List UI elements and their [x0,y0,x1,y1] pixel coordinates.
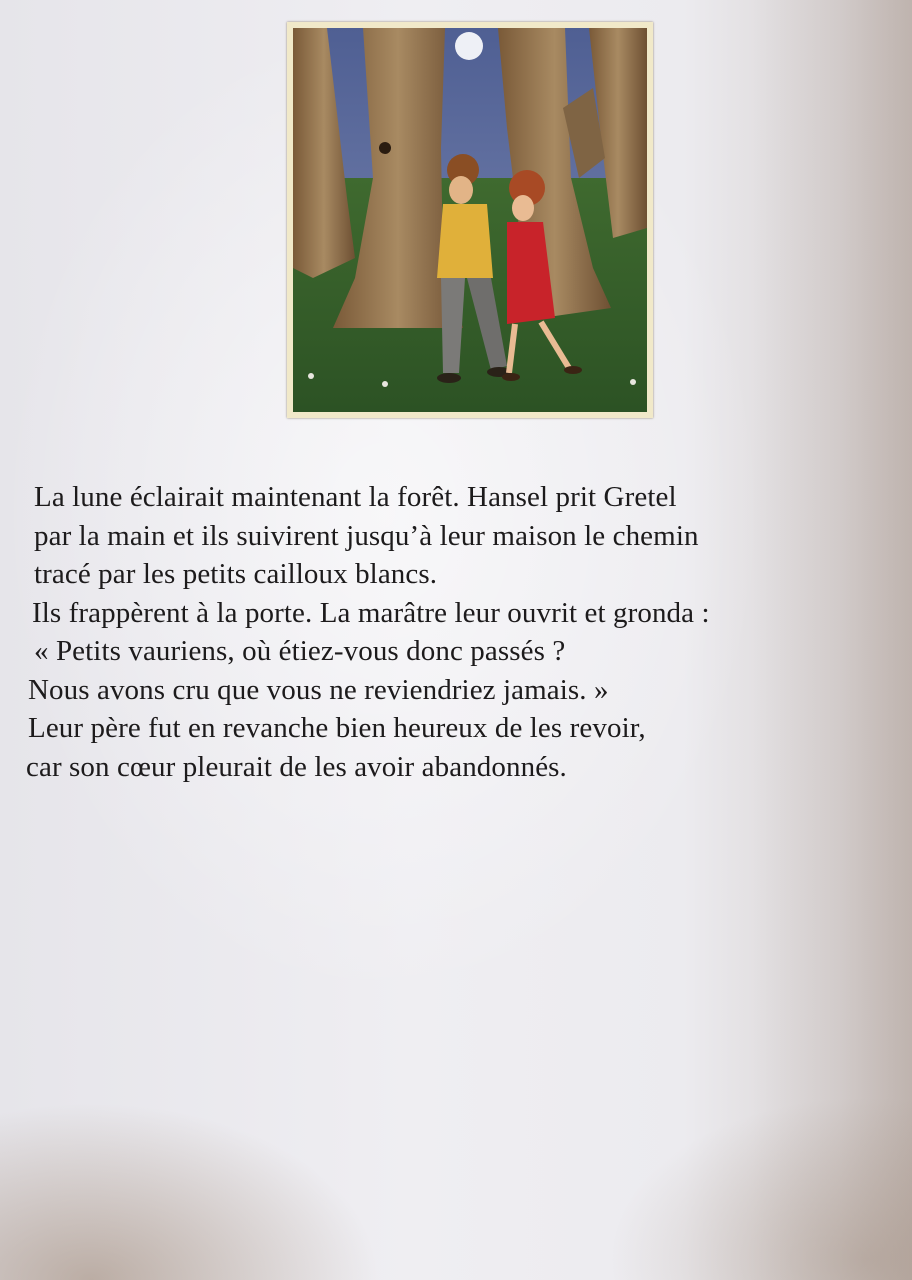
story-line-2: par la main et ils suivirent jusqu’à leur maison le chemin [34,519,699,552]
moon-icon [455,32,483,60]
story-line-3: tracé par les petits cailloux blancs. [34,558,438,590]
page-bottom-shadow [0,860,912,1280]
hansel-gretel-forest-illustration [293,28,647,412]
story-line-8: car son cœur pleurait de les avoir abandonnés. [26,750,567,783]
story-line-4: Ils frappèrent à la porte. La marâtre leur ouvrit et gronda : [32,596,710,629]
story-line-5: « Petits vauriens, où étiez-vous donc passés ? [34,635,566,667]
story-line-6: Nous avons cru que vous ne reviendriez jamais. » [28,673,609,706]
story-line-1: La lune éclairait maintenant la forêt. Hansel prit Gretel [34,481,677,513]
story-paragraph [22,478,902,786]
forest-illustration [287,22,653,418]
story-line-7: Leur père fut en revanche bien heureux de les revoir, [28,712,646,744]
